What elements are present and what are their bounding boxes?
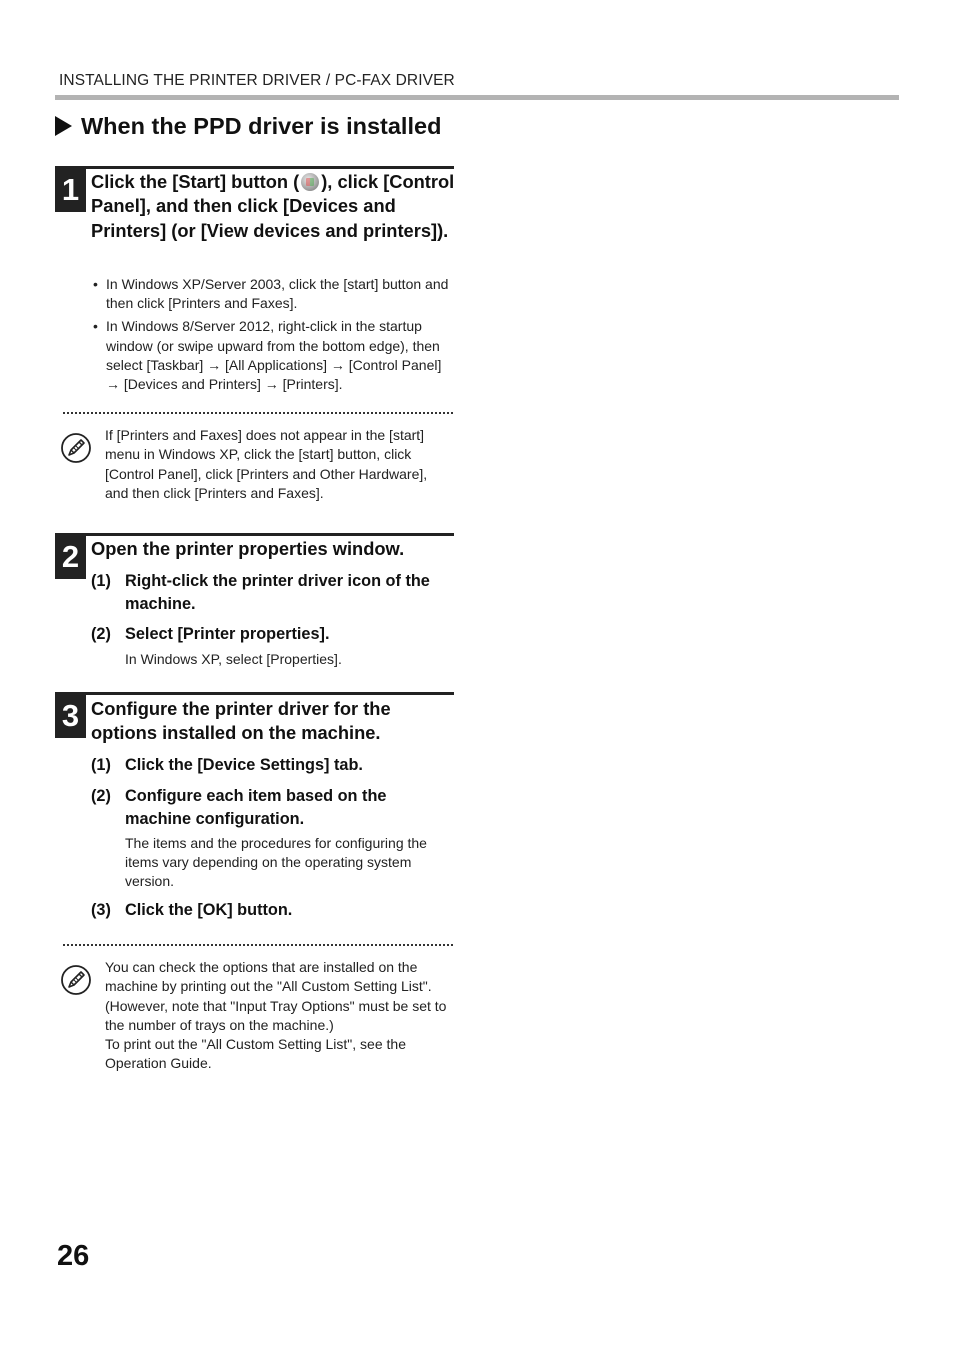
list-item: • In Windows XP/Server 2003, click the [start] button and then click [Printers and Faxes]. bbox=[93, 276, 449, 312]
pencil-note-icon bbox=[60, 964, 92, 996]
substep: (2) Select [Printer properties]. bbox=[91, 625, 330, 643]
substep: (1) Click the [Device Settings] tab. bbox=[91, 756, 363, 774]
substep: (3) Click the [OK] button. bbox=[91, 901, 293, 919]
note-text: If [Printers and Faxes] does not appear in the [start] menu in Windows XP, click the [start] button, click [Control Panel], click [Printers and Other Hardware], and then click [Printers and Faxes]. bbox=[105, 427, 428, 501]
step-number: 3 bbox=[55, 694, 86, 738]
substep-note: The items and the procedures for configuring the items vary depending on the operating system version. bbox=[125, 835, 427, 890]
pencil-note-icon bbox=[60, 432, 92, 464]
step-title-part: Click the [Start] button ( bbox=[91, 171, 300, 192]
step-rule bbox=[55, 533, 454, 536]
triangle-right-icon bbox=[55, 116, 72, 136]
page-number: 26 bbox=[57, 1240, 90, 1272]
step-title: Open the printer properties window. bbox=[91, 538, 405, 559]
header-rule bbox=[55, 95, 899, 100]
running-title: INSTALLING THE PRINTER DRIVER / PC-FAX DRIVER bbox=[59, 72, 455, 89]
note-text: You can check the options that are installed on the machine by printing out the "All Custom Setting List". (However, note that "Input Tray Options" must be set to the number of trays on the machine.) To print out the "All Custom Setting List", see the Operation Guide. bbox=[105, 959, 447, 1072]
list-item: • In Windows 8/Server 2012, right-click in the startup window (or swipe upward from the bottom edge), then select [Taskbar] → [All Applications] → [Control Panel] → [Devices and Printers] → [Printers]. bbox=[93, 318, 442, 393]
substep: (1) Right-click the printer driver icon of the machine. bbox=[91, 572, 430, 613]
substep: (2) Configure each item based on the machine configuration. bbox=[91, 787, 387, 828]
windows-start-orb-icon bbox=[301, 173, 319, 191]
step-title-part: ), click [Control Panel], and then click [Devices and Printers] (or [View devices and printers]). bbox=[91, 171, 455, 241]
step-rule bbox=[55, 166, 454, 169]
bullet-list bbox=[93, 275, 455, 398]
section-heading bbox=[55, 112, 441, 140]
step-number: 2 bbox=[55, 535, 86, 579]
note-divider bbox=[63, 412, 453, 414]
section-title: When the PPD driver is installed bbox=[81, 112, 442, 139]
step-title bbox=[91, 170, 456, 243]
step-number: 1 bbox=[55, 168, 86, 212]
substep-note: In Windows XP, select [Properties]. bbox=[125, 651, 342, 667]
step-title: Configure the printer driver for the options installed on the machine. bbox=[91, 698, 391, 744]
step-rule bbox=[55, 692, 454, 695]
note-divider bbox=[63, 944, 453, 946]
